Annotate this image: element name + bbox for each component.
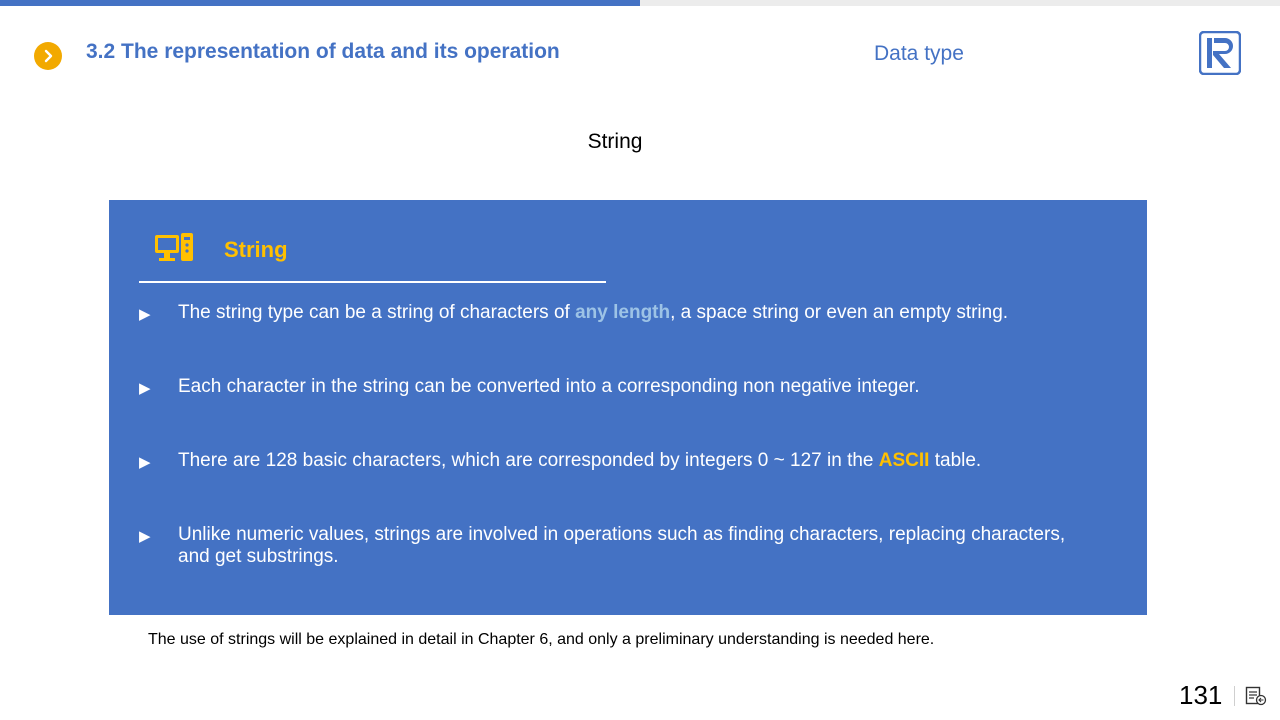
notes-icon[interactable] [1245,686,1267,706]
computer-icon [153,231,195,265]
bullet-text: The string type can be a string of characters of any length, a space string or even an empty string. [178,302,1009,323]
bullet-item [139,302,1099,326]
r-logo-icon [1199,31,1241,75]
card-divider [139,281,606,283]
bullet-text: Each character in the string can be converted into a corresponding non negative integer. [178,376,920,397]
slide-heading: String [587,130,643,153]
chevron-right-icon[interactable] [34,42,62,70]
bullet-text: Unlike numeric values, strings are involved in operations such as finding characters, replacing characters, and get substrings. [178,524,1066,567]
bullet-item [139,524,1099,568]
bullet-item [139,376,1099,400]
highlight-text: any length [575,302,671,323]
subsection-title: Data type [874,42,964,65]
bullet-marker: ▶ [139,380,151,397]
bullet-text: There are 128 basic characters, which are corresponded by integers 0 ~ 127 in the ASCII table. [178,450,982,471]
bullet-item [139,450,1099,474]
page-number: 131 [1179,680,1223,710]
highlight-text: ASCII [878,450,930,471]
footnote: The use of strings will be explained in detail in Chapter 6, and only a preliminary understanding is needed here. [148,631,935,648]
card-title: String [224,237,288,262]
progress-bar [0,0,1280,6]
bullet-marker: ▶ [139,454,151,471]
progress-bar-fill [0,0,640,6]
footer-divider [1234,686,1235,706]
bullet-marker: ▶ [139,306,151,323]
section-title: 3.2 The representation of data and its operation [86,40,560,63]
content-card [109,200,1147,615]
bullet-marker: ▶ [139,528,151,545]
